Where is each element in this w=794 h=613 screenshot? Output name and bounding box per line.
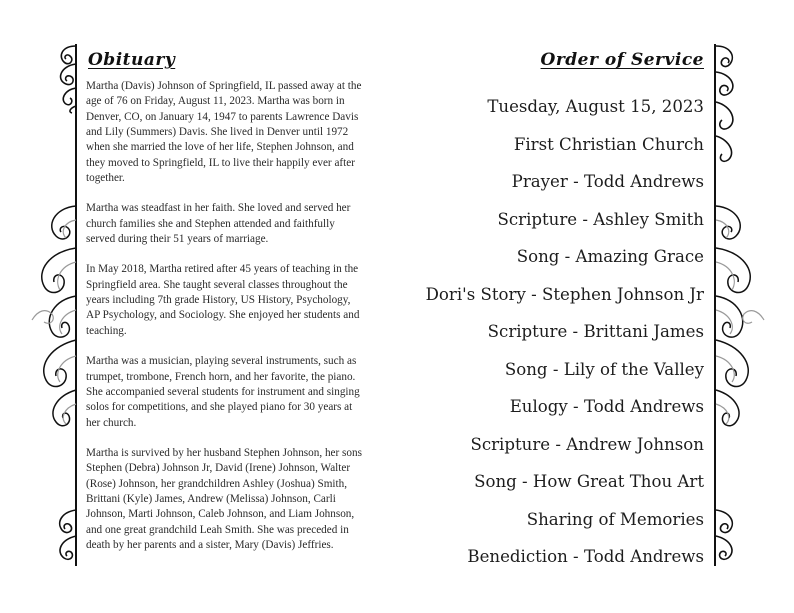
service-item: Prayer - Todd Andrews	[511, 172, 704, 191]
service-item: Benediction - Todd Andrews	[467, 547, 704, 566]
service-item: Sharing of Memories	[526, 509, 704, 529]
left-middle-flourish-icon	[24, 200, 78, 436]
service-item: Scripture - Ashley Smith	[497, 209, 704, 229]
service-item: Song - Lily of the Valley	[504, 359, 704, 379]
order-of-service-heading: Order of Service	[540, 50, 704, 70]
order-of-service-list	[374, 88, 704, 576]
service-item: Dori's Story - Stephen Johnson Jr	[425, 284, 704, 304]
obituary-heading: Obituary	[88, 50, 176, 70]
service-location: First Christian Church	[513, 134, 704, 154]
right-bottom-flourish-icon	[714, 508, 742, 568]
service-item: Scripture - Andrew Johnson	[470, 434, 704, 454]
left-bottom-flourish-icon	[50, 508, 78, 568]
left-top-flourish-icon	[52, 42, 78, 114]
obituary-paragraph: Martha is survived by her husband Stephen Johnson, her sons Stephen (Debra) Johnson Jr, David (Irene) Johnson, Walter (Rose) Johnson, her grandchildren Ashley (Joshua) Smith, Brittani (Kyle) James, Andrew (Melissa) Johnson, Carli Johnson, Marti Johnson, Caleb Johnson, and Liam Johnson, and one great grandchild Leah Smith. She was preceded in death by her parents and a sister, Mary (Davis) Jeffries.	[86, 446, 362, 551]
obituary-text	[86, 79, 364, 568]
right-middle-flourish-icon	[714, 200, 772, 436]
obituary-paragraph: Martha (Davis) Johnson of Springfield, IL passed away at the age of 76 on Friday, August 11, 2023. Martha was born in Denver, CO, on January 14, 1947 to parents Lawrence Davis and Lily (Summers) Davis. She lived in Denver until 1972 when she married the love of her life, Stephen Johnson, and they moved to Springfield, IL to live their happily ever after together.	[86, 80, 362, 185]
service-date: Tuesday, August 15, 2023	[487, 97, 704, 116]
service-item: Scripture - Brittani James	[487, 322, 704, 341]
service-item: Eulogy - Todd Andrews	[509, 397, 704, 416]
right-top-flourish-icon	[714, 42, 742, 172]
obituary-paragraph: In May 2018, Martha retired after 45 years of teaching in the Springfield area. She taught several classes throughout the years including 7th grade History, US History, Psychology, AP Psychology, and Sociology. She enjoyed her students and teaching.	[86, 263, 360, 337]
service-item: Song - Amazing Grace	[516, 247, 704, 266]
obituary-paragraph: Martha was steadfast in her faith. She loved and served her church families she and Stephen attended and faithfully served during their 51 years of marriage.	[86, 202, 351, 246]
obituary-paragraph: Martha was a musician, playing several instruments, such as trumpet, trombone, French horn, and her favorite, the piano. She accompanied several students for instrument and singing solos for competitions, and she played piano for 30 years at her church.	[86, 355, 360, 429]
service-item: Song - How Great Thou Art	[474, 472, 704, 491]
